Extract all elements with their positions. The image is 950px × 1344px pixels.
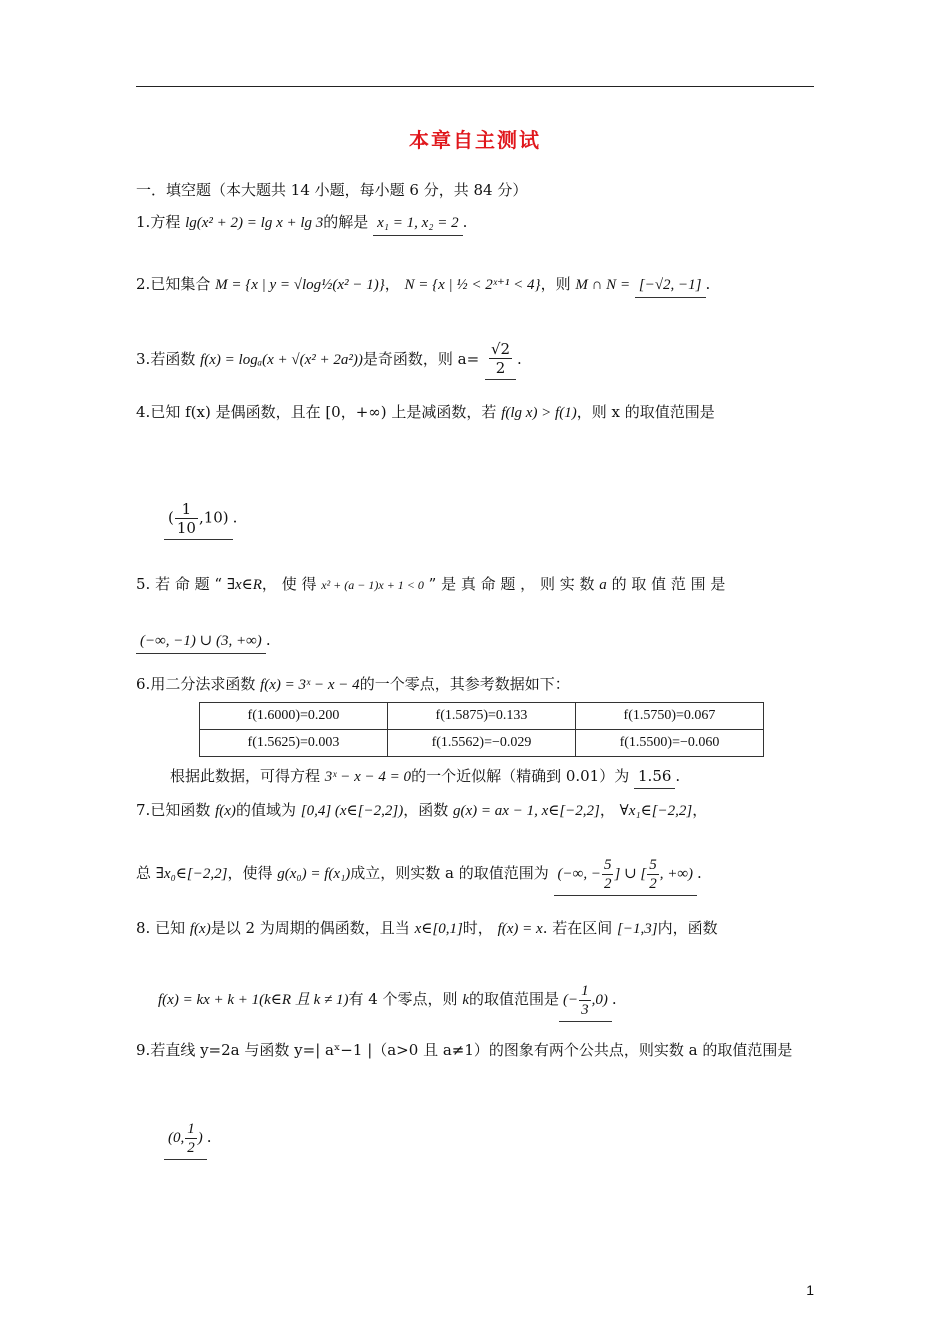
q7-answer-part-a: (−∞, − — [557, 865, 601, 882]
q5-exists: ∃x∈R — [226, 577, 262, 593]
q2-set-n: N = {x | ½ < 2ˣ⁺¹ < 4} — [404, 277, 541, 293]
q5-var: a — [599, 577, 607, 593]
q1-end: . — [462, 213, 468, 231]
q6-answer: 1.56 — [634, 766, 675, 789]
q2-intersection: M ∩ N = — [575, 277, 631, 293]
q8-mid3: . 若在区间 — [542, 919, 613, 937]
q3-answer-denominator: 2 — [495, 359, 506, 377]
q8-function: f(x) = kx + k + 1(k∈R 且 k ≠ 1) — [158, 991, 349, 1008]
q4-inequality: f(lg x) > f(1) — [501, 405, 577, 421]
q7-end1: ， — [692, 801, 708, 819]
q8-mid4: 内，函数 — [657, 919, 718, 937]
q6-data-table — [199, 702, 764, 757]
table-cell: f(1.5625)=0.003 — [200, 730, 388, 757]
q4-number: 4. — [136, 403, 151, 421]
q3-mid: 是奇函数，则 a= — [362, 350, 480, 368]
q2-text: 已知集合 — [150, 275, 211, 293]
q6-mid: 的一个零点，其参考数据如下： — [359, 675, 570, 693]
q7-answer-d-numerator: 5 — [649, 857, 657, 873]
table-cell: f(1.5875)=0.133 — [388, 703, 576, 730]
question-4 — [136, 402, 715, 423]
q8-end: . — [611, 989, 617, 1008]
q8-line2 — [158, 982, 617, 1022]
header-rule — [136, 86, 814, 87]
q8-var: k — [462, 991, 470, 1008]
q1-text: 方程 — [150, 213, 181, 231]
q7-end: . — [697, 863, 702, 882]
q3-function: f(x) = logₐ(x + √(x² + 2a²)) — [200, 352, 363, 368]
q2-end: . — [705, 275, 711, 293]
table-cell: f(1.5500)=−0.060 — [576, 730, 764, 757]
page-number: 1 — [806, 1282, 814, 1298]
q7-g: g(x) = ax − 1, x∈[−2,2] — [453, 803, 600, 819]
q7-mid4: ，使得 — [227, 863, 273, 882]
q8-mid2: 时， — [462, 919, 493, 937]
q3-text: 若函数 — [150, 350, 196, 368]
table-row — [200, 730, 764, 757]
q7-answer-b-denominator: 2 — [603, 876, 612, 892]
q1-equation: lg(x² + 2) = lg x + lg 3 — [185, 215, 324, 231]
q8-mid6: 的取值范围是 — [469, 989, 560, 1008]
q9-number: 9. — [136, 1041, 151, 1059]
q8-answer-numerator: 1 — [581, 983, 589, 999]
q7-mid3: ， — [599, 801, 615, 819]
q2-answer: [−√2, −1] — [635, 275, 706, 298]
q9-text: 若直线 y=2a 与函数 y=| aˣ−1 |（a>0 且 a≠1）的图象有两个公共点，则实数 a 的取值范围是 — [150, 1041, 793, 1059]
q4-answer — [164, 500, 233, 540]
q5-mid2: ” 是 真 命 题 ， 则 实 数 — [428, 575, 595, 593]
q3-answer-numerator: √2 — [490, 340, 511, 358]
q7-answer-part-c: ] ∪ [ — [614, 865, 647, 882]
q1-number: 1. — [136, 213, 151, 231]
q9-answer — [164, 1120, 207, 1160]
q2-sep: ， — [384, 275, 400, 293]
q8-text: 已知 — [155, 919, 186, 937]
q6-follow — [170, 766, 680, 789]
q8-domain: x∈[0,1] — [414, 921, 463, 937]
q6-equation: 3ˣ − x − 4 = 0 — [324, 769, 412, 785]
q8-answer-open: (− — [563, 991, 579, 1008]
q7-mid2: ，函数 — [403, 801, 449, 819]
q7-answer-part-e: , +∞) — [659, 865, 694, 882]
section-heading: 一．填空题（本大题共 14 小题，每小题 6 分，共 84 分） — [136, 181, 528, 199]
q3-number: 3. — [136, 350, 151, 368]
q4-answer-line — [164, 500, 237, 540]
q7-answer — [554, 856, 698, 896]
q4-text: 已知 f(x) 是偶函数，且在 [0，+∞) 上是减函数，若 — [150, 403, 497, 421]
table-cell: f(1.6000)=0.200 — [200, 703, 388, 730]
q5-text: 若 命 题 “ — [155, 575, 223, 593]
q3-answer — [485, 340, 516, 380]
q7-number: 7. — [136, 801, 151, 819]
q7-range: [0,4] (x∈[−2,2]) — [300, 803, 404, 819]
q1-mid: 的解是 — [323, 213, 369, 231]
q7-f: f(x) — [215, 803, 236, 819]
q6-follow-text2: 的一个近似解（精确到 0.01）为 — [411, 767, 630, 785]
q8-number: 8. — [136, 919, 151, 937]
page-title: 本章自主测试 — [409, 128, 541, 152]
q9-answer-line — [164, 1120, 212, 1160]
q8-identity: f(x) = x — [497, 921, 543, 937]
q9-answer-denominator: 2 — [187, 1140, 195, 1156]
q4-answer-close: ,10) — [198, 508, 229, 527]
question-5 — [136, 574, 725, 595]
q7-mid5: 成立，则实数 a 的取值范围为 — [350, 863, 549, 882]
q7-condition: g(x₀) = f(x₁) — [277, 865, 351, 882]
table-cell: f(1.5750)=0.067 — [576, 703, 764, 730]
q8-mid5: 有 4 个零点，则 — [348, 989, 458, 1008]
q8-mid1: 是以 2 为周期的偶函数，且当 — [210, 919, 410, 937]
q7-line2 — [136, 856, 702, 896]
question-7 — [136, 800, 707, 821]
q8-answer-close: ,0) — [591, 991, 608, 1008]
question-8 — [136, 918, 718, 939]
q6-function: f(x) = 3ˣ − x − 4 — [260, 677, 360, 693]
q5-answer: (−∞, −1) ∪ (3, +∞) — [136, 631, 266, 654]
q3-end: . — [517, 350, 522, 368]
question-2 — [136, 274, 710, 298]
q2-mid: ，则 — [540, 275, 571, 293]
q7-answer-b-numerator: 5 — [603, 857, 612, 873]
q7-text: 已知函数 — [150, 801, 211, 819]
q8-answer-denominator: 3 — [581, 1002, 589, 1018]
q4-answer-denominator: 10 — [176, 519, 196, 537]
q9-answer-open: (0, — [168, 1129, 185, 1146]
q9-answer-numerator: 1 — [187, 1121, 195, 1137]
q5-mid3: 的 取 值 范 围 是 — [611, 575, 726, 593]
q8-interval: [−1,3] — [617, 921, 658, 937]
q5-mid1: ， 使 得 — [261, 575, 317, 593]
q4-end: . — [232, 508, 238, 527]
q7-mid1: 的值域为 — [235, 801, 296, 819]
question-9 — [136, 1040, 792, 1060]
q9-end: . — [206, 1127, 212, 1146]
q4-mid: ，则 x 的取值范围是 — [576, 403, 715, 421]
q4-answer-open: ( — [168, 508, 174, 527]
q7-forall: ∀x₁∈[−2,2] — [619, 803, 693, 819]
q4-answer-numerator: 1 — [175, 500, 198, 519]
q7-line2-text: 总 — [136, 863, 152, 882]
q6-number: 6. — [136, 675, 151, 693]
q7-exists: ∃x₀∈[−2,2] — [155, 865, 228, 882]
q2-set-m: M = {x | y = √log½(x² − 1)} — [215, 277, 385, 293]
q6-text: 用二分法求函数 — [150, 675, 256, 693]
q8-answer — [559, 982, 612, 1022]
q6-end: . — [675, 767, 681, 785]
question-3 — [136, 340, 522, 380]
q5-number: 5. — [136, 575, 151, 593]
q1-answer: x₁ = 1, x₂ = 2 — [373, 213, 463, 236]
q2-number: 2. — [136, 275, 151, 293]
table-cell: f(1.5562)=−0.029 — [388, 730, 576, 757]
q5-inequality: x² + (a − 1)x + 1 < 0 — [321, 578, 424, 592]
q7-answer-d-denominator: 2 — [649, 876, 657, 892]
q5-end: . — [265, 631, 271, 649]
q8-f: f(x) — [189, 921, 211, 937]
q6-follow-text: 根据此数据，可得方程 — [170, 767, 321, 785]
q5-answer-line — [136, 630, 271, 654]
question-1 — [136, 212, 467, 236]
table-row — [200, 703, 764, 730]
question-6 — [136, 674, 570, 695]
q9-answer-close: ) — [197, 1129, 203, 1146]
